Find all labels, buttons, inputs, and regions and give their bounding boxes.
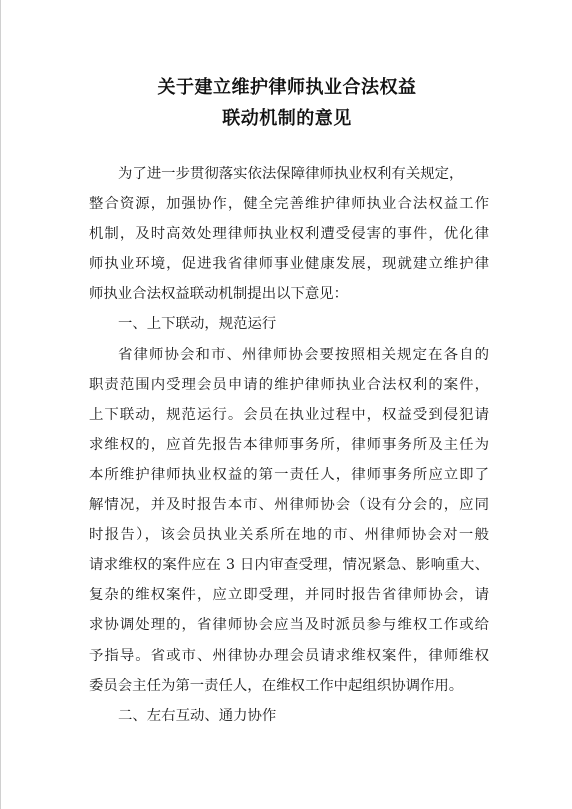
document-title-line-2: 联动机制的意见 (222, 108, 352, 129)
paragraph-line: 复杂的维权案件，应立即受理，并同时报告省律师协会，请 (89, 587, 489, 604)
paragraph-line: 委员会主任为第一责任人，在维权工作中起组织协调作用。 (89, 677, 464, 694)
section-heading: 二、左右互动、通力协作 (118, 707, 277, 724)
paragraph-line: 为了进一步贯彻落实依法保障律师执业权利有关规定， (118, 166, 464, 182)
paragraph-line: 师执业环境，促进我省律师事业健康发展，现就建立维护律 (89, 256, 489, 273)
paragraph-line: 请求维权的案件应在 3 日内审查受理，情况紧急、影响重大、 (89, 557, 489, 574)
paragraph-line: 机制，及时高效处理律师执业权利遭受侵害的事件，优化律 (89, 226, 489, 243)
paragraph-line: 师执业合法权益联动机制提出以下意见： (89, 286, 349, 303)
document-body (89, 165, 489, 737)
paragraph-line: 予指导。省或市、州律协办理会员请求维权案件，律师维权 (89, 647, 489, 664)
document-title-line-1: 关于建立维护律师执业合法权益 (157, 77, 417, 98)
paragraph-line: 时报告），该会员执业关系所在地的市、州律师协会对一般 (89, 527, 489, 544)
paragraph-line: 职责范围内受理会员申请的维护律师执业合法权利的案件， (89, 376, 489, 393)
section-heading: 一、上下联动，规范运行 (118, 316, 277, 333)
paragraph-line: 求维权的，应首先报告本律师事务所，律师事务所及主任为 (89, 436, 489, 453)
paragraph-line: 求协调处理的，省律师协会应当及时派员参与维权工作或给 (89, 617, 489, 634)
paragraph-line: 解情况，并及时报告本市、州律师协会（设有分会的，应同 (89, 497, 489, 514)
paragraph-line: 省律师协会和市、州律师协会要按照相关规定在各自的 (118, 346, 489, 363)
paragraph-line: 整合资源，加强协作，健全完善维护律师执业合法权益工作 (89, 196, 489, 213)
paragraph-line: 上下联动，规范运行。会员在执业过程中，权益受到侵犯请 (89, 406, 489, 423)
paragraph-line: 本所维护律师执业权益的第一责任人，律师事务所应立即了 (89, 466, 489, 483)
